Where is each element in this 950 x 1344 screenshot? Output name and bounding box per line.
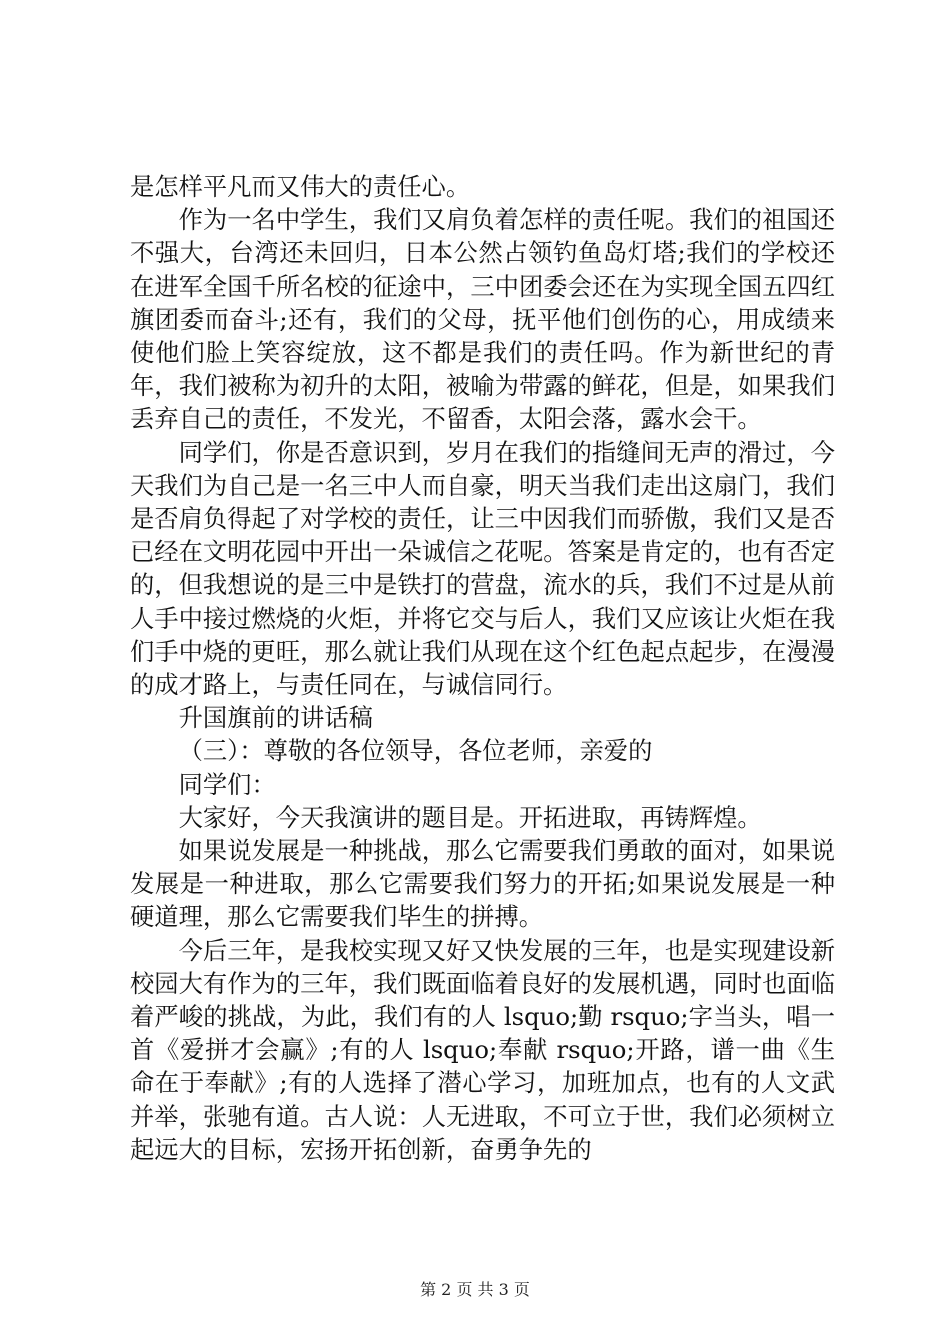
paragraph-1: 是怎样平凡而又伟大的责任心。 (130, 172, 471, 201)
paragraph-2: 作为一名中学生，我们又肩负着怎样的责任呢。我们的祖国还不强大，台湾还未回归，日本公然占领钓鱼岛灯塔;我们的学校还在进军全国千所名校的征途中，三中团委会还在为实现全国五四红旗团委而奋斗;还有，我们的父母，抚平他们创伤的心，用成绩来使他们脸上笑容绽放，这不都是我们的责任吗。作为新世纪的青年，我们被称为初升的太阳，被喻为带露的鲜花，但是，如果我们丢弃自己的责任，不发光，不留香，太阳会落，露水会干。 (130, 205, 835, 434)
document-body (130, 170, 835, 1166)
paragraph-3: 同学们，你是否意识到，岁月在我们的指缝间无声的滑过，今天我们为自己是一名三中人而自豪，明天当我们走出这扇门，我们是否肩负得起了对学校的责任，让三中因我们而骄傲，我们又是否已经在文明花园中开出一朵诚信之花呢。答案是肯定的，也有否定的，但我想说的是三中是铁打的营盘，流水的兵，我们不过是从前人手中接过燃烧的火炬，并将它交与后人，我们又应该让火炬在我们手中烧的更旺，那么就让我们从现在这个红色起点起步，在漫漫的成才路上，与责任同在，与诚信同行。 (130, 437, 835, 700)
page-footer: 第 2 页 共 3 页 (420, 1280, 530, 1299)
salutation-line: （三）：尊敬的各位领导，各位老师，亲爱的 (178, 736, 653, 766)
paragraph-three-years: 今后三年，是我校实现又好又快发展的三年，也是实现建设新校园大有作为的三年，我们既面临着良好的发展机遇，同时也面临着严峻的挑战，为此，我们有的人 lsquo;勤 rsquo;字当头，唱一首《爱拼才会赢》;有的人 lsquo;奉献 rsquo;开路，谱一曲《生命在于奉献》;有的人选择了潜心学习，加班加点，也有的人文武并举，张驰有道。古人说：人无进取，不可立于世，我们必须树立起远大的目标，宏扬开拓创新，奋勇争先的 (130, 935, 835, 1164)
greeting-paragraph: 大家好，今天我演讲的题目是。开拓进取，再铸辉煌。 (178, 802, 762, 832)
salutation-continued: 同学们： (178, 769, 276, 799)
paragraph-development: 如果说发展是一种挑战，那么它需要我们勇敢的面对，如果说发展是一种进取，那么它需要我们努力的开拓;如果说发展是一种硬道理，那么它需要我们毕生的拼搏。 (130, 836, 835, 932)
section-title: 升国旗前的讲话稿 (178, 703, 373, 733)
